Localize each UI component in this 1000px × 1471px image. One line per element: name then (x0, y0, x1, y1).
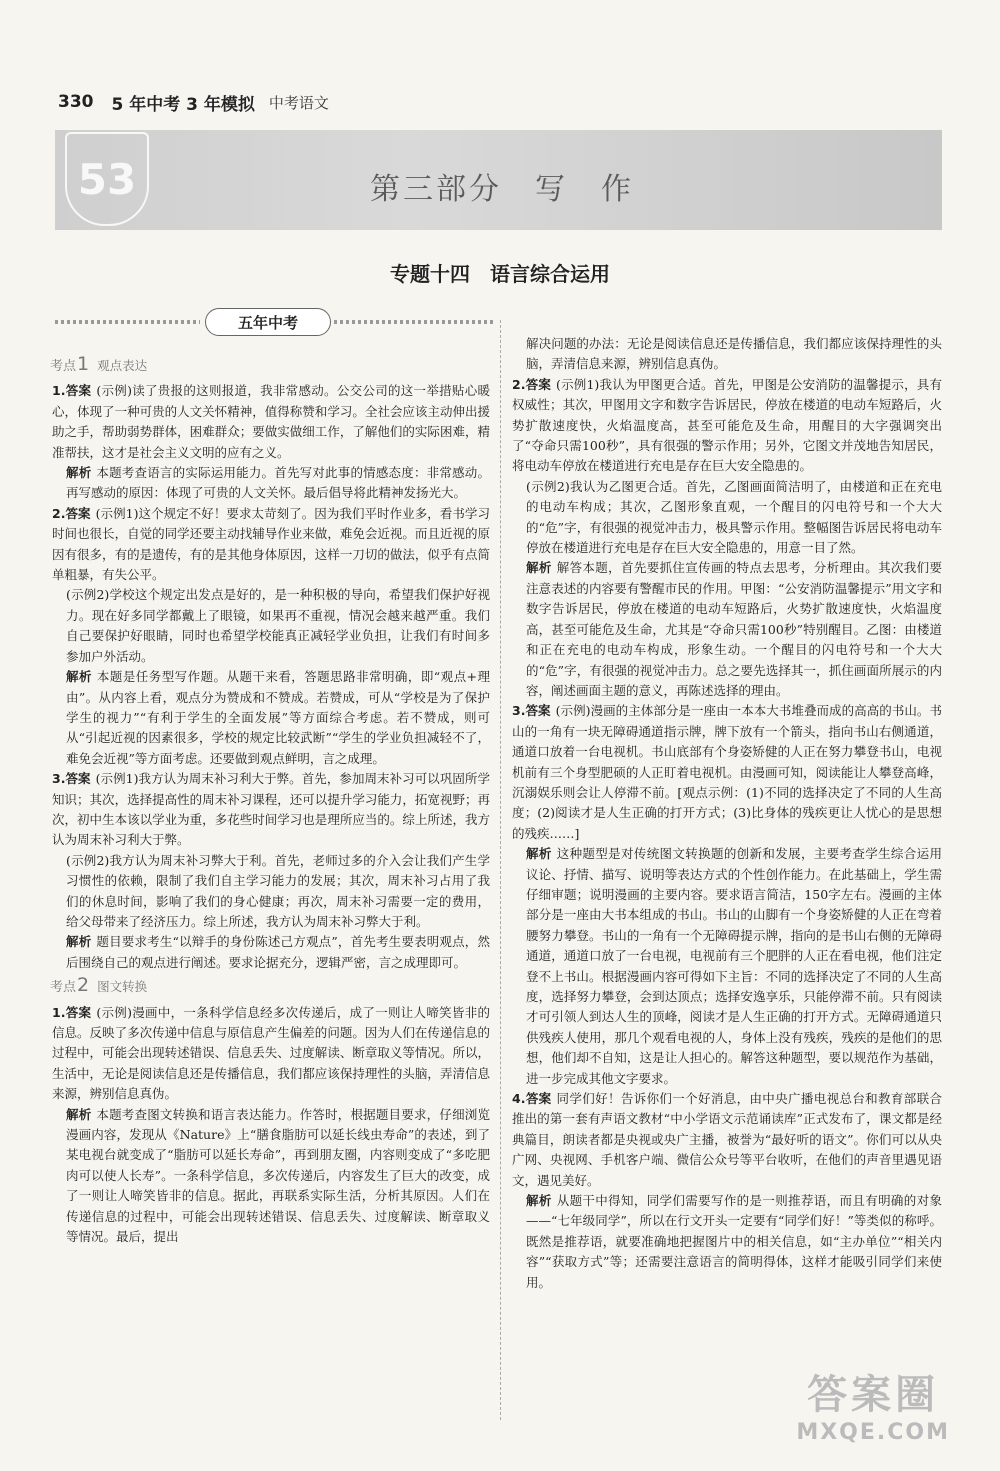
answer-label: 答案 (525, 703, 551, 719)
paragraph-text: 本题考查语言的实际运用能力。首先写对此事的情感态度：非常感动。再写感动的原因：体现了可贵的人文关怀。最后倡导将此精神发扬光大。 (66, 465, 490, 501)
answer-label: 解析 (526, 846, 552, 862)
pill-rule-left (55, 320, 200, 324)
paragraph (52, 769, 490, 851)
paragraph (52, 851, 490, 933)
paragraph (52, 1003, 490, 1105)
paragraph-text: 同学们好！告诉你们一个好消息，由中央广播电视总台和教育部联合推出的第一套有声语文教材“中小学语文示范诵读库”正式发布了，课文都是经典篇目，朗读者都是央视或央广主播，被誉为“最好听的语文”。你们可以从央广网、央视网、手机客户端、微信公众号等平台收听，在他们的声音里遇见语文，遇见美好。 (512, 1091, 942, 1188)
paragraph-text: (示例1)这个规定不好！要求太苛刻了。因为我们平时作业多，看书学习时间也很长，自觉的同学还要主动找辅导作业来做，难免会近视。而且近视的原因有很多，有的是遗传，有的是其他身体原因，这样一刀切的做法，似乎有点简单粗暴，有失公平。 (52, 505, 490, 583)
part-title: 第三部分 写 作 (370, 172, 634, 207)
right-column (512, 334, 942, 1293)
paragraph-text: 这种题型是对传统图文转换题的创新和发展，主要考查学生综合运用议论、抒情、描写、说明等表达方式的个性创作能力。在此基础上，学生需仔细审题；说明漫画的主要内容。要求语言简洁，150字左右。漫画的主体部分是一座由大书本组成的书山。书山的山脚有一个身姿矫健的人正在弯着腰努力攀登。书山的一角有一个无障碍提示牌，指向的是书山右侧的无障碍通道，通道口放了一台电视，电视前有三个肥胖的人正在看电视，他们注定登不上书山。根据漫画内容可得如下主旨：不同的选择决定了不同的人生高度，选择努力攀登，会到达顶点；选择安逸享乐，只能停滞不前。只有阅读才可引领人到达人生的顶峰，阅读才是人生正确的打开方式。无障碍通道只供残疾人使用，那几个观看电视的人，身体上没有残疾，残疾的是他们的思想，他们却不自知，这是让人担心的。解答这种题型，要以规范作为基础，进一步完成其他文字要求。 (526, 846, 942, 1086)
watermark-url: MXQE.COM (796, 1420, 950, 1445)
paragraph-text: (示例1)我认为甲图更合适。首先，甲图是公安消防的温馨提示，具有权威性；其次，甲图用文字和数字告诉居民，停放在楼道的电动车短路后，火势扩散速度快，火焰温度高，甚至可能危及生命，用醒目的大字强调突出了“夺命只需100秒”，具有很强的警示作用；另外，它图文并茂地告知居民，将电动车停放在楼道进行充电是存在巨大安全隐患的。 (512, 376, 942, 474)
paragraph (52, 504, 490, 586)
paragraph-text: (示例2)我认为乙图更合适。首先，乙图画面简洁明了，由楼道和正在充电的电动车构成；其次，乙图形象直观，一个醒目的闪电符号和一个大大的“危”字，有很强的视觉冲击力，极具警示作用。整幅图告诉居民将电动车停放在楼道进行充电是存在巨大安全隐患的，用意一目了然。 (526, 478, 942, 556)
paragraph (512, 1089, 942, 1191)
paragraph (52, 381, 490, 463)
question-number: 2. (512, 376, 526, 392)
paragraph (512, 844, 942, 1089)
knowledge-point-1: 考点 1 观点表达 (50, 353, 148, 375)
left-paragraphs-b (52, 1003, 490, 1248)
section-pill: 五年中考 (205, 308, 331, 336)
paragraph-text: (示例2)学校这个规定出发点是好的，是一种积极的导向，希望我们保护好视力。现在好多同学都戴上了眼镜，如果再不重视，情况会越来越严重。我们自己要保护好眼睛，同时也希望学校能真正减轻学业负担，让我们有时间多参加户外活动。 (66, 587, 490, 664)
paragraph (52, 667, 490, 769)
paragraph-text: 解答本题，首先要抓住宣传画的特点去思考，分析理由。其次我们要注意表述的内容要有警醒市民的作用。甲图：“公安消防温馨提示”用文字和数字告诉居民，停放在楼道的电动车短路后，火势扩散速度快，火焰温度高，甚至可能危及生命，尤其是“夺命只需100秒”特别醒目。乙图：由楼道和正在充电的电动车构成，形象生动。一个醒目的闪电符号和一个大大的“危”字，有很强的视觉冲击力。总之要先选择其一，抓住画面所展示的内容，阐述画面主题的意义，再陈述选择的理由。 (526, 560, 942, 698)
paragraph-text: 题目要求考生“以辩手的身份陈述己方观点”，首先考生要表明观点，然后围绕自己的观点进行阐述。要求论据充分，逻辑严密，言之成理即可。 (66, 934, 490, 970)
question-number: 3. (52, 771, 66, 787)
page-header (58, 90, 329, 114)
paragraph-text: (示例)漫画中，一条科学信息经多次传递后，成了一则让人啼笑皆非的信息。反映了多次传递中信息与原信息产生偏差的问题。因为人们在传递信息的过程中，可能会出现转述错误、信息丢失、过度解读、断章取义等情况。所以，生活中，无论是阅读信息还是传播信息，我们都应该保持理性的头脑，弄清信息来源，辨别信息真伪。 (52, 1004, 490, 1102)
paragraph (52, 463, 490, 504)
paragraph-text: 从题干中得知，同学们需要写作的是一则推荐语，而且有明确的对象——“七年级同学”，所以在行文开头一定要有“同学们好！”等类似的称呼。既然是推荐语，就要准确地把握图片中的相关信息，如“主办单位”“相关内容”“获取方式”等；还需要注意语言的简明得体，这样才能吸引同学们来使用。 (526, 1193, 942, 1290)
paragraph-text: 本题考查图文转换和语言表达能力。作答时，根据题目要求，仔细浏览漫画内容，发现从《Nature》上“膳食脂肪可以延长线虫寿命”的表述，到了某电视台就变成了“脂肪可以延长寿命”，再到朋友圈，内容则变成了“多吃肥肉可以使人长寿”。一条科学信息，多次传递后，内容发生了巨大的改变，成了一则让人啼笑皆非的信息。据此，再联系实际生活，分析其原因。人们在传递信息的过程中，可能会出现转述错误、信息丢失、过度解读、断章取义等情况。最后，提出 (66, 1106, 490, 1245)
answer-label: 答案 (65, 505, 91, 521)
paragraph-text: 解决问题的办法：无论是阅读信息还是传播信息，我们都应该保持理性的头脑，弄清信息来源，辨别信息真伪。 (526, 336, 942, 372)
answer-label: 答案 (525, 376, 552, 392)
left-paragraphs-a (52, 381, 490, 973)
watermark-text: 答案圈 (807, 1372, 940, 1418)
paragraph (512, 558, 942, 701)
paragraph (512, 334, 942, 375)
answer-label: 解析 (66, 934, 92, 950)
paragraph (512, 701, 942, 844)
paragraph (512, 1191, 942, 1293)
paragraph-text: (示例1)我方认为周末补习利大于弊。首先，参加周末补习可以巩固所学知识；其次，选择提高性的周末补习课程，还可以提升学习能力，拓宽视野；再次，初中生本该以学业为重，多花些时间学习也是理所应当的。综上所述，我方认为周末补习利大于弊。 (52, 771, 490, 848)
part-banner (55, 130, 942, 230)
answer-label: 答案 (525, 1091, 552, 1107)
question-number: 1. (52, 383, 66, 399)
answer-label: 解析 (66, 1106, 92, 1122)
question-number: 1. (52, 1004, 66, 1020)
book-title: 5 年中考 3 年模拟 (111, 94, 255, 115)
question-number: 3. (512, 703, 526, 719)
question-number: 4. (512, 1091, 526, 1107)
answer-label: 解析 (66, 465, 92, 481)
paragraph-text: (示例)读了贵报的这则报道，我非常感动。公交公司的这一举措贴心暖心，体现了一种可贵的人文关怀精神，值得称赞和学习。全社会应该主动伸出援助之手，帮助弱势群体，困难群众；要做实做细工作，了解他们的实际困难，精准帮扶，这才是社会主义文明的应有之义。 (52, 383, 490, 460)
paragraph-text: 本题是任务型写作题。从题干来看，答题思路非常明确，即“观点+理由”。从内容上看，观点分为赞成和不赞成。若赞成，可从“学校是为了保护学生的视力”“有利于学生的全面发展”等方面综合考虑。若不赞成，则可从“引起近视的因素很多，学校的规定比较武断”“学生的学业负担减轻不了，难免会近视”等方面考虑。还要做到观点鲜明，言之成理。 (66, 669, 490, 766)
left-column (52, 352, 490, 1247)
paragraph (512, 375, 942, 477)
logo-53: 53 (65, 132, 149, 226)
page-number: 330 (58, 92, 94, 112)
answer-label: 答案 (65, 1004, 92, 1020)
answer-label: 答案 (65, 383, 92, 399)
topic-title: 专题十四 语言综合运用 (390, 262, 610, 286)
answer-label: 解析 (526, 560, 552, 576)
paragraph (52, 932, 490, 973)
answer-label: 答案 (65, 771, 91, 787)
paragraph-text: (示例2)我方认为周末补习弊大于利。首先，老师过多的介入会让我们产生学习惯性的依赖，限制了我们自主学习能力的发展；其次，周末补习占用了我们的休息时间，影响了我们的身心健康；再次，周末补习需要一定的费用，给父母带来了经济压力。综上所述，我方认为周末补习弊大于利。 (66, 852, 490, 929)
question-number: 2. (52, 505, 66, 521)
paragraph (52, 1105, 490, 1248)
answer-label: 解析 (66, 669, 92, 685)
knowledge-point-2: 考点 2 图文转换 (50, 974, 148, 997)
column-divider (500, 320, 501, 1420)
paragraph (52, 585, 490, 667)
answer-label: 解析 (526, 1193, 552, 1209)
subject-label: 中考语文 (268, 93, 329, 112)
paragraph-text: (示例)漫画的主体部分是一座由一本本大书堆叠而成的高高的书山。书山的一角有一块无障碍通道指示牌，牌下放有一个箭头，指向书山右侧通道，通道口放着一台电视机。书山底部有个身姿矫健的人正在努力攀登书山，电视机前有三个身型肥硕的人正盯着电视机。由漫画可知，阅读能让人攀登高峰，沉溺娱乐则会让人停滞不前。[观点示例：(1)不同的选择决定了不同的人生高度；(2)阅读才是人生正确的打开方式；(3)比身体的残疾更让人忧心的是思想的残疾……] (512, 703, 942, 841)
watermark (796, 1363, 950, 1445)
pill-rule-right (334, 320, 494, 324)
paragraph (512, 477, 942, 559)
